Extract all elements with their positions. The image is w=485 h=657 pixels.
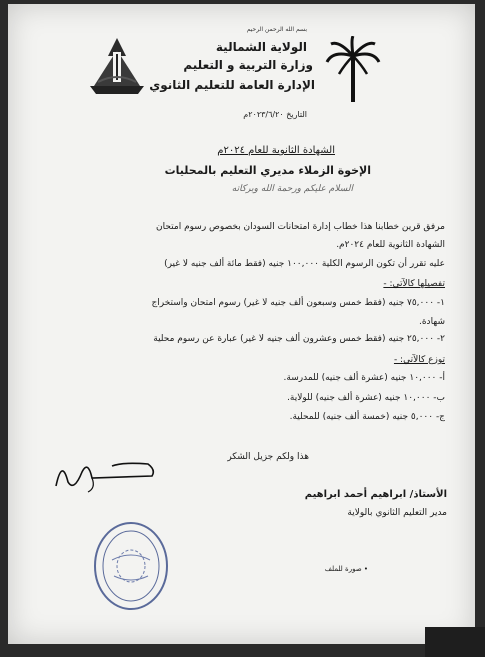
basmala-text: بسم الله الرحمن الرحيم — [246, 26, 307, 33]
body-line: توزع كالآتي: - — [393, 355, 445, 365]
handwritten-signature — [52, 452, 162, 494]
letter-addressee: الإخوة الزملاء مديري التعليم بالمحليات — [164, 164, 371, 177]
letter-subject: الشهادة الثانوية للعام ٢٠٢٤م — [217, 145, 335, 156]
body-line: ١- ٧٥,٠٠٠ جنيه (فقط خمس وسبعون ألف جنيه لا غير) رسوم امتحان واستخراج — [151, 298, 445, 308]
letter-date: التاريخ ٢٠٢٣/٦/٢٠م — [243, 110, 307, 119]
body-line: ج- ٥,٠٠٠ جنيه (خمسة ألف جنيه) للمحلية. — [289, 412, 445, 422]
body-line: الشهادة الثانوية للعام ٢٠٢٤م. — [336, 240, 445, 250]
body-line: شهادة. — [418, 317, 445, 327]
state-name: الولاية الشمالية — [215, 40, 307, 54]
body-line: ٢- ٢٥,٠٠٠ جنيه (فقط خمس وعشرون ألف جنيه لا غير) عبارة عن رسوم محلية — [153, 334, 445, 344]
body-line: مرفق قرين خطابنا هذا خطاب إدارة امتحانات السودان بخصوص رسوم امتحان — [156, 222, 445, 232]
official-stamp — [92, 520, 170, 612]
body-line: أ- ١٠,٠٠٠ جنيه (عشرة ألف جنيه) للمدرسة. — [283, 373, 445, 383]
signatory-title: مدير التعليم الثانوي بالولاية — [347, 508, 447, 518]
body-line: عليه تقرر أن تكون الرسوم الكلية ١٠٠,٠٠٠ جنيه (فقط مائة ألف جنيه لا غير) — [164, 259, 445, 269]
letter-greeting: السلام عليكم ورحمة الله وبركاته — [231, 184, 353, 194]
letter-page — [8, 4, 475, 644]
palm-tree-logo — [323, 36, 383, 106]
copy-to-file: • صورة للملف — [324, 565, 368, 573]
directorate-name: الإدارة العامة للتعليم الثانوي — [149, 78, 315, 92]
closing-text: هذا ولكم جزيل الشكر — [227, 452, 309, 462]
body-line: تفصيلها كالآتي: - — [383, 279, 445, 289]
body-line: ب- ١٠,٠٠٠ جنيه (عشرة ألف جنيه) للولاية. — [287, 393, 445, 403]
background-corner — [425, 627, 485, 657]
signatory-name: الأستاذ/ ابراهيم أحمد ابراهيم — [304, 489, 447, 500]
ministry-name: وزارة التربية و التعليم — [183, 58, 313, 72]
ministry-emblem — [86, 36, 148, 98]
